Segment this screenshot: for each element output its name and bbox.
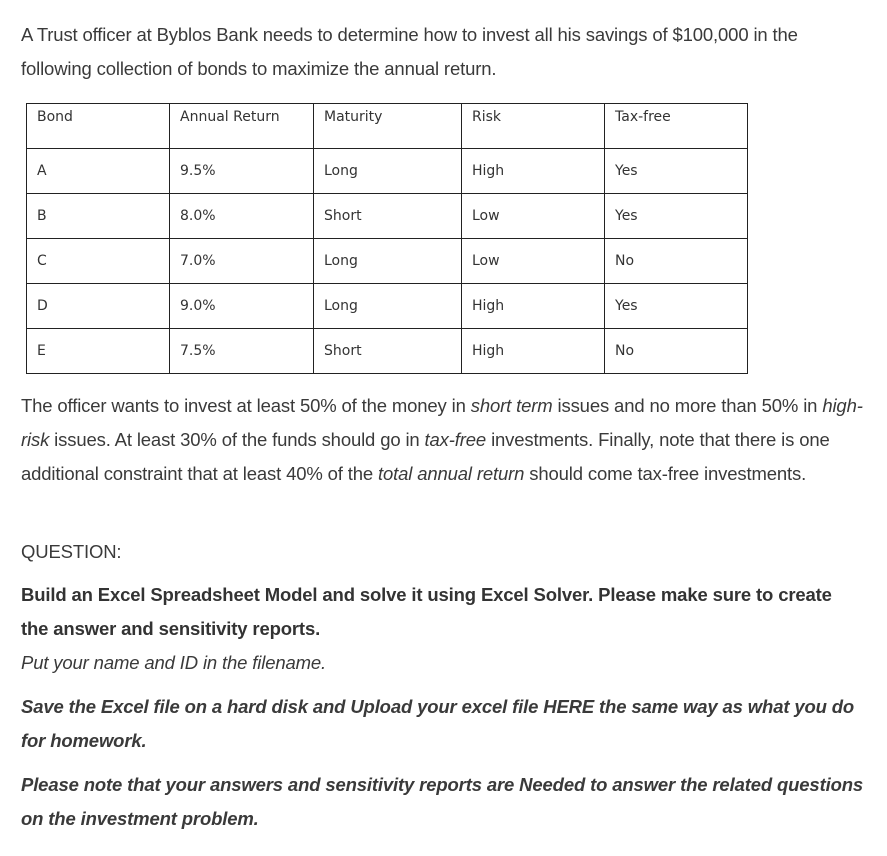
build-instruction: Build an Excel Spreadsheet Model and solve it using Excel Solver. Please make sure to create the answer and sensitivity reports.: [21, 584, 832, 639]
constraints-emphasis: short term: [470, 395, 553, 416]
header-maturity: Maturity: [314, 104, 462, 149]
cell-bond: E: [27, 329, 170, 374]
cell-tax-free: Yes: [605, 194, 748, 239]
table-row: [27, 329, 748, 374]
note-instruction: Please note that your answers and sensitivity reports are Needed to answer the related questions on the investment problem.: [21, 774, 864, 829]
cell-maturity: Long: [314, 239, 462, 284]
constraints-paragraph: [21, 389, 879, 491]
table-row: [27, 239, 748, 284]
constraints-emphasis: tax-free: [424, 429, 487, 450]
cell-annual-return: 8.0%: [170, 194, 314, 239]
table-row: [27, 149, 748, 194]
table-row: [27, 284, 748, 329]
constraints-text: issues. At least 30% of the funds should go in: [49, 429, 425, 450]
constraints-emphasis: total annual return: [378, 463, 525, 484]
cell-tax-free: Yes: [605, 284, 748, 329]
constraints-emphasis: high-risk: [21, 395, 863, 450]
table-row: [27, 194, 748, 239]
cell-annual-return: 7.0%: [170, 239, 314, 284]
cell-bond: A: [27, 149, 170, 194]
constraints-text: issues and no more than 50% in: [552, 395, 823, 416]
cell-risk: High: [462, 284, 605, 329]
cell-tax-free: No: [605, 239, 748, 284]
header-tax-free: Tax-free: [605, 104, 748, 149]
intro-paragraph: A Trust officer at Byblos Bank needs to determine how to invest all his savings of $100,000 in the following collection of bonds to maximize the annual return.: [21, 24, 798, 79]
constraints-text: should come tax-free investments.: [524, 463, 807, 484]
question-label: QUESTION:: [21, 541, 122, 562]
cell-risk: Low: [462, 239, 605, 284]
cell-bond: B: [27, 194, 170, 239]
header-risk: Risk: [462, 104, 605, 149]
cell-annual-return: 7.5%: [170, 329, 314, 374]
cell-maturity: Long: [314, 149, 462, 194]
cell-annual-return: 9.5%: [170, 149, 314, 194]
header-annual-return: Annual Return: [170, 104, 314, 149]
cell-risk: High: [462, 149, 605, 194]
cell-tax-free: No: [605, 329, 748, 374]
table-header-row: [27, 104, 748, 149]
header-bond: Bond: [27, 104, 170, 149]
cell-risk: High: [462, 329, 605, 374]
cell-risk: Low: [462, 194, 605, 239]
cell-maturity: Short: [314, 329, 462, 374]
cell-bond: C: [27, 239, 170, 284]
save-instruction: Save the Excel file on a hard disk and Upload your excel file HERE the same way as what you do for homework.: [21, 696, 855, 751]
cell-annual-return: 9.0%: [170, 284, 314, 329]
filename-instruction: Put your name and ID in the filename.: [21, 652, 327, 673]
cell-maturity: Long: [314, 284, 462, 329]
cell-maturity: Short: [314, 194, 462, 239]
constraints-text: investments. Finally, note that there is one additional constraint that at least 40% of the: [21, 429, 830, 484]
constraints-text: The officer wants to invest at least 50% of the money in: [21, 395, 471, 416]
cell-bond: D: [27, 284, 170, 329]
bonds-table: [26, 103, 748, 374]
cell-tax-free: Yes: [605, 149, 748, 194]
